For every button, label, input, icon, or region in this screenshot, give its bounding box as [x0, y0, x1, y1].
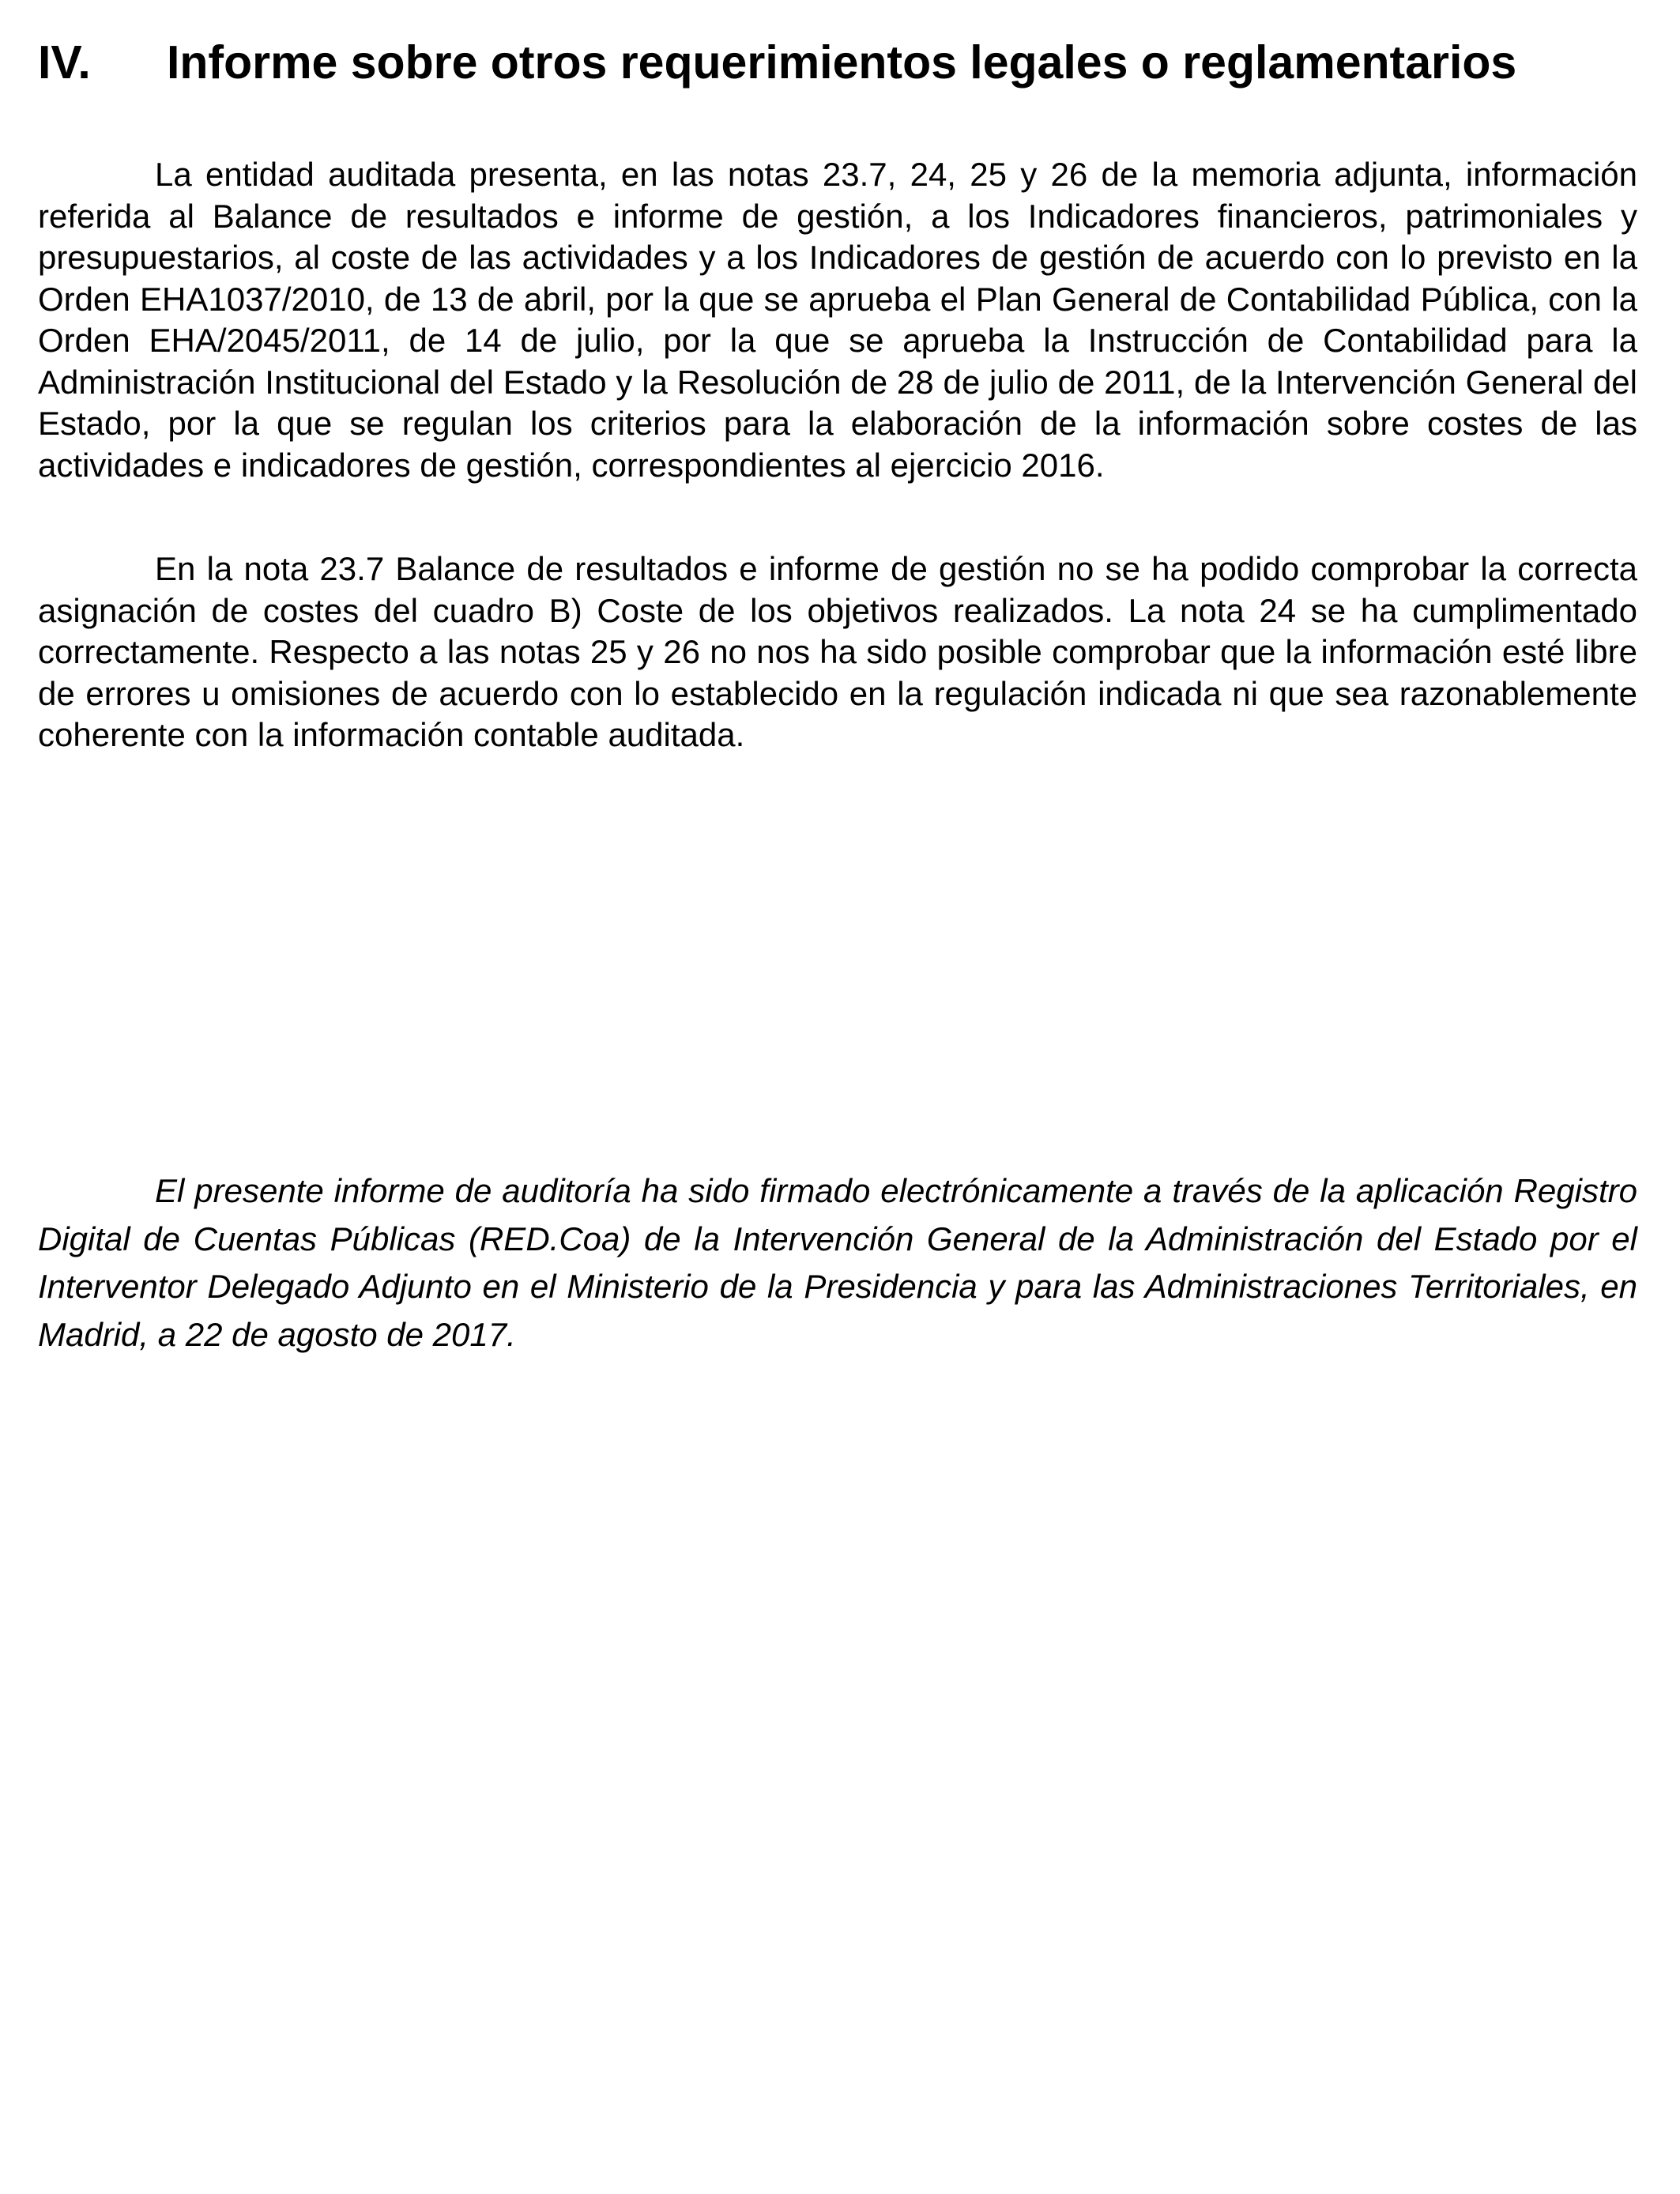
- electronic-signature-note: El presente informe de auditoría ha sido firmado electrónicamente a través de la aplicación Registro Digital de Cuentas Públicas (RED.Coa) de la Intervención General de la Administración del Estado por el Interventor Delegado Adjunto en el Ministerio de la Presidencia y para las Administraciones Territoriales, en Madrid, a 22 de agosto de 2017.: [38, 1172, 1637, 1353]
- section-title: Informe sobre otros requerimientos legales o reglamentarios: [167, 36, 1517, 89]
- section-heading: [38, 35, 1642, 90]
- paragraph-note-findings: En la nota 23.7 Balance de resultados e informe de gestión no se ha podido comprobar la correcta asignación de costes del cuadro B) Coste de los objetivos realizados. La nota 24 se ha cumplimentado correctamente. Respecto a las notas 25 y 26 no nos ha sido posible comprobar que la información esté libre de errores u omisiones de acuerdo con lo establecido en la regulación indicada ni que sea razonablemente coherente con la información contable auditada.: [38, 550, 1637, 753]
- paragraph-information-notes: La entidad auditada presenta, en las notas 23.7, 24, 25 y 26 de la memoria adjunta, información referida al Balance de resultados e informe de gestión, a los Indicadores financieros, patrimoniales y presupuestarios, al coste de las actividades y a los Indicadores de gestión de acuerdo con lo previsto en la Orden EHA1037/2010, de 13 de abril, por la que se aprueba el Plan General de Contabilidad Pública, con la Orden EHA/2045/2011, de 14 de julio, por la que se aprueba la Instrucción de Contabilidad para la Administración Institucional del Estado y la Resolución de 28 de julio de 2011, de la Intervención General del Estado, por la que se regulan los criterios para la elaboración de la información sobre costes de las actividades e indicadores de gestión, correspondientes al ejercicio 2016.: [38, 156, 1637, 484]
- section-number: IV.: [38, 36, 91, 89]
